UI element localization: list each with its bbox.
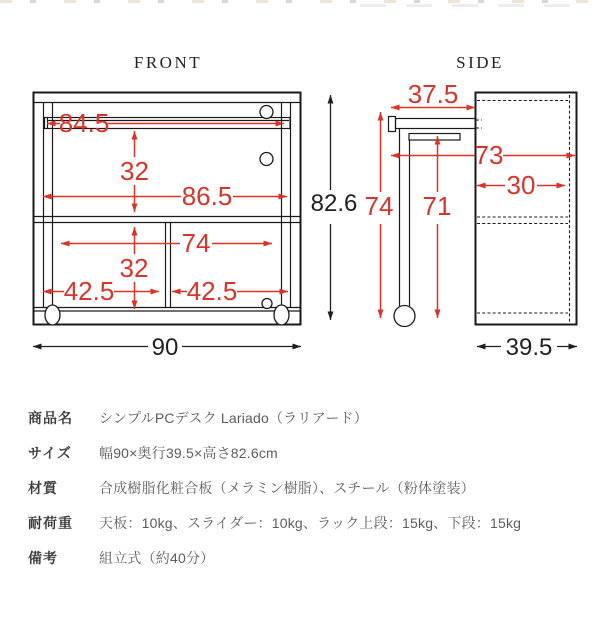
side-dim-slider-height: 71 [422, 191, 452, 221]
front-left-caster [45, 305, 60, 325]
spec-label-material: 材質 [28, 479, 58, 496]
front-right-caster [274, 305, 289, 325]
spec-value-product-name: シンプルPCデスク Lariado（ラリアード） [99, 409, 368, 426]
side-desktop-board [396, 119, 476, 129]
spec-value-material: 合成樹脂化粧合板（メラミン樹脂）、スチール（粉体塗装） [99, 479, 475, 496]
side-dim-overall-depth: 73 [474, 140, 504, 170]
side-dim-desk-height: 74 [364, 191, 394, 221]
side-caster [394, 306, 415, 327]
side-dim-rack-outer-depth: 39.5 [505, 334, 553, 361]
side-view-title: SIDE [456, 53, 504, 72]
spec-table [0, 400, 600, 575]
front-grommet-hole-top [260, 106, 273, 119]
front-dim-right-bay-width: 42.5 [186, 276, 238, 306]
spec-value-remarks: 組立式（約40分） [99, 549, 215, 566]
cropped-artifact-strip [0, 0, 600, 3]
spec-row-remarks [0, 540, 600, 575]
side-rack-outline [476, 93, 577, 325]
front-dim-lower-shelf-width: 74 [181, 228, 211, 258]
front-dim-overall-width: 90 [151, 334, 179, 361]
front-view [33, 53, 357, 361]
cropped-artifact-strip-2 [360, 4, 590, 7]
spec-row-material [0, 470, 600, 505]
spec-label-remarks: 備考 [28, 549, 58, 566]
front-grommet-hole-bottom [262, 299, 272, 309]
front-dim-slider-width: 84.5 [58, 108, 110, 138]
front-view-title: FRONT [133, 53, 203, 72]
side-dim-rack-inner-depth: 30 [506, 170, 536, 200]
side-dim-top-depth: 37.5 [407, 79, 459, 109]
side-overall-dimensions [477, 334, 577, 361]
spec-value-load-capacity: 天板：10kg、スライダー：10kg、ラック上段：15kg、下段：15kg [99, 514, 522, 531]
side-view [365, 53, 577, 361]
spec-label-load-capacity: 耐荷重 [28, 514, 73, 531]
spec-row-size [0, 435, 600, 470]
front-dim-lower-gap: 32 [119, 253, 149, 283]
front-dim-overall-height: 82.6 [310, 190, 358, 217]
spec-label-product-name: 商品名 [28, 409, 73, 426]
spec-row-product-name [0, 400, 600, 435]
front-dim-left-bay-width: 42.5 [63, 276, 115, 306]
spec-row-load-capacity [0, 505, 600, 540]
front-dim-inner-width: 86.5 [181, 181, 233, 211]
front-dim-upper-gap: 32 [120, 156, 149, 186]
side-slider-tray [409, 134, 460, 141]
side-desktop-edge-cap [389, 117, 396, 132]
front-grommet-hole-mid [260, 153, 273, 166]
side-dimensions [365, 79, 575, 318]
spec-value-size: 幅90×奥行39.5×高さ82.6cm [99, 444, 278, 461]
spec-label-size: サイズ [28, 444, 72, 461]
